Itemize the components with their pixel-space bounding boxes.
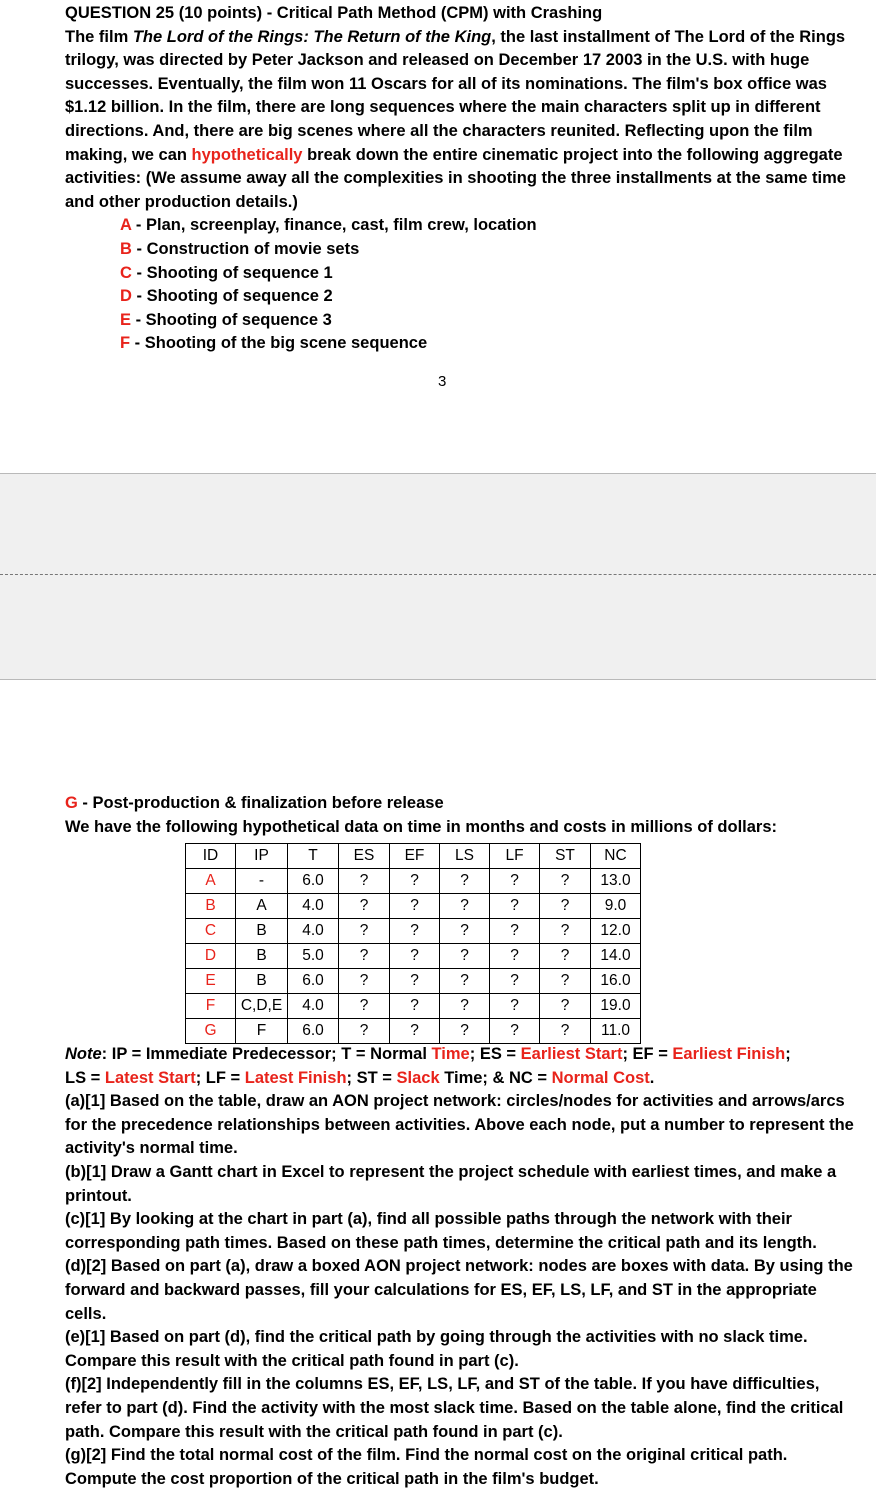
table-cell: ? — [390, 969, 440, 994]
activity-id: E — [120, 310, 132, 329]
id-cell: B — [186, 894, 236, 919]
activity-id: A — [120, 216, 132, 235]
activity-item — [120, 309, 865, 333]
note-highlight: Earliest — [672, 1045, 733, 1063]
table-cell: 4.0 — [288, 894, 339, 919]
activity-item — [120, 285, 865, 309]
table-cell: 4.0 — [288, 994, 339, 1019]
activity-table — [185, 843, 641, 1044]
activity-desc: - Shooting of sequence 3 — [131, 310, 332, 329]
activity-id: B — [120, 239, 132, 258]
table-cell: ? — [390, 994, 440, 1019]
table-cell: ? — [540, 1019, 591, 1044]
part-g: (g)[2] Find the total normal cost of the film. Find the normal cost on the original critical path. Compute the cost proportion of the critical path in the film's budget. — [65, 1446, 788, 1488]
part-f: (f)[2] Independently fill in the columns ES, EF, LS, LF, and ST of the table. If you have difficulties, refer to part (d). Find the activity with the most slack time. Based on the table alone, find the critical path. Compare this result with the critical path found in part (c). — [65, 1375, 844, 1441]
table-cell: ? — [540, 894, 591, 919]
table-cell: ? — [390, 1019, 440, 1044]
table-cell: ? — [540, 869, 591, 894]
note-text: : IP = Immediate Predecessor; T = Normal — [101, 1045, 432, 1063]
table-cell: ? — [490, 1019, 540, 1044]
activity-desc: - Shooting of sequence 2 — [131, 287, 333, 306]
table-cell: ? — [339, 944, 390, 969]
hypothetically-word: hypothetically — [191, 145, 303, 164]
activity-item — [120, 262, 865, 286]
table-cell: ? — [390, 869, 440, 894]
note-text: ; — [785, 1045, 791, 1063]
note-highlight: Finish — [297, 1068, 347, 1087]
table-cell: C,D,E — [236, 994, 288, 1019]
header-cell: LF — [490, 844, 540, 869]
table-cell: F — [236, 1019, 288, 1044]
table-row — [186, 869, 641, 894]
table-cell: ? — [440, 869, 490, 894]
table-cell: 5.0 — [288, 944, 339, 969]
table-row — [186, 894, 641, 919]
note-line-2 — [65, 1067, 855, 1091]
table-cell: ? — [490, 994, 540, 1019]
activity-desc: - Plan, screenplay, finance, cast, film crew, location — [131, 216, 537, 235]
table-cell: 11.0 — [591, 1019, 641, 1044]
table-cell: ? — [490, 944, 540, 969]
table-cell: ? — [440, 969, 490, 994]
table-cell: ? — [490, 919, 540, 944]
note-highlight: Earliest — [520, 1045, 581, 1063]
intro-text-2: , the last installment of The Lord of the Rings trilogy, was directed by Peter Jackson and released on December 17 2003 in the U.S. with huge successes. Eventually, the film won 11 Oscars for all of its nominations. The film's box office was $1.12 billion. In the film, there are long sequences where the main characters split up in different directions. And, there are big scenes where all the characters reunited. Reflecting upon the film making, we can — [65, 27, 846, 164]
table-cell: ? — [540, 919, 591, 944]
activity-list — [120, 214, 865, 356]
activity-desc: - Shooting of sequence 1 — [131, 263, 333, 282]
table-cell: B — [236, 969, 288, 994]
note-highlight: Start — [584, 1045, 623, 1063]
activity-item — [120, 238, 865, 262]
table-cell: ? — [339, 994, 390, 1019]
table-row — [186, 994, 641, 1019]
part-e: (e)[1] Based on part (d), find the critical path by going through the activities with no slack time. Compare this result with the critical path found in part (c). — [65, 1328, 808, 1370]
table-cell: ? — [440, 994, 490, 1019]
note-highlight: Time — [431, 1045, 470, 1063]
id-cell: A — [186, 869, 236, 894]
header-cell: EF — [390, 844, 440, 869]
table-cell: 4.0 — [288, 919, 339, 944]
table-cell: ? — [339, 894, 390, 919]
table-cell: B — [236, 919, 288, 944]
table-cell: ? — [490, 969, 540, 994]
activity-item — [120, 332, 865, 356]
intro-text-3: break down the entire cinematic project into the following aggregate activities: (We assume away all the complexities in shooting the three installments at the same time and other production details.) — [65, 145, 846, 211]
header-cell: ST — [540, 844, 591, 869]
note-text: ; ST = — [346, 1068, 397, 1087]
note-text: . — [649, 1068, 655, 1087]
note-highlight: Slack — [396, 1068, 440, 1087]
notes-block — [65, 1043, 855, 1491]
table-cell: ? — [440, 919, 490, 944]
activity-id: C — [120, 263, 132, 282]
note-text: ; LF = — [195, 1068, 245, 1087]
table-cell: ? — [390, 894, 440, 919]
page-number: 3 — [438, 373, 447, 390]
part-b: (b)[1] Draw a Gantt chart in Excel to represent the project schedule with earliest times, and make a printout. — [65, 1162, 837, 1205]
table-cell: A — [236, 894, 288, 919]
table-cell: ? — [390, 919, 440, 944]
activity-item — [120, 214, 865, 238]
note-text: Time; & NC = — [439, 1068, 552, 1087]
table-cell: 12.0 — [591, 919, 641, 944]
id-cell: D — [186, 944, 236, 969]
table-cell: 9.0 — [591, 894, 641, 919]
table-row — [186, 944, 641, 969]
activity-item — [65, 792, 855, 816]
page-break-line — [0, 574, 876, 575]
activity-id: D — [120, 287, 132, 306]
table-cell: 13.0 — [591, 869, 641, 894]
id-cell: G — [186, 1019, 236, 1044]
table-cell: ? — [490, 869, 540, 894]
table-header-row — [186, 844, 641, 869]
table-cell: ? — [339, 919, 390, 944]
table-intro: We have the following hypothetical data on time in months and costs in millions of dollars: — [65, 817, 778, 836]
table-cell: 6.0 — [288, 969, 339, 994]
header-cell: LS — [440, 844, 490, 869]
table-cell: ? — [440, 894, 490, 919]
intro-text-1: The film — [65, 27, 133, 46]
activity-id: F — [120, 334, 131, 353]
note-text: LS = — [65, 1068, 105, 1087]
header-cell: T — [288, 844, 339, 869]
table-cell: 16.0 — [591, 969, 641, 994]
note-label: Note — [65, 1045, 102, 1063]
table-cell: ? — [339, 869, 390, 894]
activity-desc: - Shooting of the big scene sequence — [130, 334, 428, 353]
question-title: QUESTION 25 (10 points) - Critical Path Method (CPM) with Crashing — [65, 4, 603, 22]
table-cell: ? — [440, 944, 490, 969]
page-gap — [0, 473, 876, 680]
note-text: ; ES = — [469, 1045, 521, 1063]
activity-desc: - Construction of movie sets — [131, 239, 360, 258]
header-cell: NC — [591, 844, 641, 869]
table-cell: ? — [540, 944, 591, 969]
table-cell: ? — [540, 994, 591, 1019]
table-cell: ? — [390, 944, 440, 969]
note-line-1 — [65, 1043, 855, 1067]
activity-desc: - Post-production & finalization before release — [77, 794, 444, 812]
header-cell: ID — [186, 844, 236, 869]
table-cell: - — [236, 869, 288, 894]
note-highlight: Latest — [244, 1068, 294, 1087]
question-block — [65, 2, 865, 356]
question-intro — [65, 26, 865, 215]
header-cell: ES — [339, 844, 390, 869]
page-two-top — [65, 792, 855, 839]
table-cell: ? — [339, 969, 390, 994]
table-cell: 6.0 — [288, 869, 339, 894]
id-cell: E — [186, 969, 236, 994]
note-highlight: Finish — [736, 1045, 786, 1063]
table-cell: B — [236, 944, 288, 969]
id-cell: F — [186, 994, 236, 1019]
table-row — [186, 969, 641, 994]
table-row — [186, 919, 641, 944]
table-cell: ? — [540, 969, 591, 994]
table-cell: ? — [490, 894, 540, 919]
note-text: ; EF = — [622, 1045, 673, 1063]
table-body — [186, 869, 641, 1044]
table-cell: 14.0 — [591, 944, 641, 969]
id-cell: C — [186, 919, 236, 944]
activity-id: G — [65, 794, 78, 812]
note-highlight: Cost — [613, 1068, 650, 1087]
part-c: (c)[1] By looking at the chart in part (a), find all possible paths through the network with their corresponding path times. Based on these path times, determine the critical path and its length. — [65, 1210, 817, 1252]
part-d: (d)[2] Based on part (a), draw a boxed AON project network: nodes are boxes with data. By using the forward and backward passes, fill your calculations for ES, EF, LS, LF, and ST in the appropriate cells. — [65, 1257, 853, 1323]
note-highlight: Normal — [551, 1068, 609, 1087]
table-cell: ? — [440, 1019, 490, 1044]
table-cell: 6.0 — [288, 1019, 339, 1044]
header-cell: IP — [236, 844, 288, 869]
table-cell: ? — [339, 1019, 390, 1044]
table-row — [186, 1019, 641, 1044]
note-highlight: Start — [158, 1068, 196, 1087]
film-title: The Lord of the Rings: The Return of the King — [132, 27, 492, 46]
part-a: (a)[1] Based on the table, draw an AON project network: circles/nodes for activities and arrows/arcs for the precedence relationships between activities. Above each node, put a number to represent the activity's normal time. — [65, 1092, 854, 1158]
table-cell: 19.0 — [591, 994, 641, 1019]
note-highlight: Latest — [104, 1068, 154, 1087]
